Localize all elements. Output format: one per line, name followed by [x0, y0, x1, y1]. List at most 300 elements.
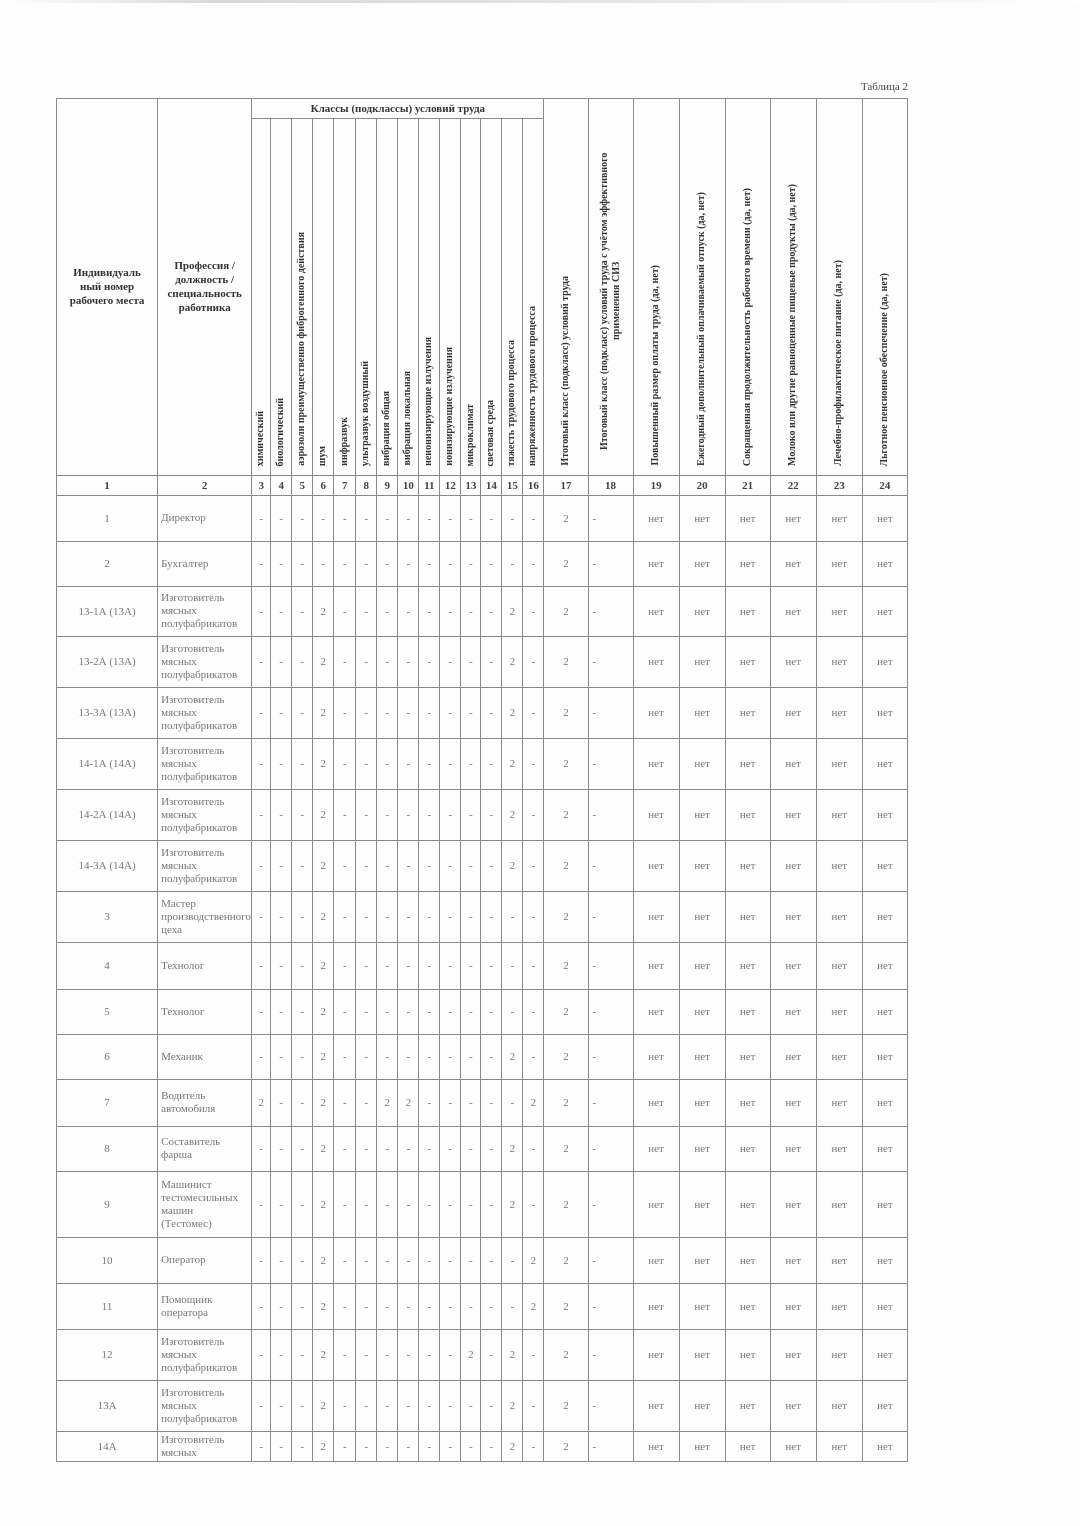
table-row — [57, 688, 908, 739]
profession-line: Водитель — [161, 1090, 206, 1102]
workplace-number: 12 — [57, 1330, 158, 1381]
column-number: 17 — [544, 476, 588, 496]
header-profession-line: должность / — [175, 274, 235, 286]
factor-class: - — [334, 1080, 356, 1127]
benefit-value: нет — [816, 790, 862, 841]
factor-class: - — [334, 542, 356, 587]
column-number: 19 — [633, 476, 679, 496]
final-class: 2 — [544, 841, 588, 892]
profession — [158, 587, 252, 637]
factor-class: - — [461, 637, 481, 688]
benefit-value: нет — [633, 1238, 679, 1284]
factor-class: - — [377, 1238, 398, 1284]
factor-class: - — [334, 688, 356, 739]
factor-class: - — [523, 587, 544, 637]
factor-class: - — [481, 1238, 502, 1284]
benefit-value: нет — [679, 990, 725, 1035]
header-factor — [481, 119, 502, 476]
benefit-value: нет — [633, 1172, 679, 1238]
table-row — [57, 1330, 908, 1381]
benefit-value: нет — [725, 637, 770, 688]
factor-class: - — [334, 637, 356, 688]
factor-class: 2 — [502, 1035, 523, 1080]
factor-class: - — [356, 1238, 377, 1284]
final-class-siz: - — [588, 496, 633, 542]
profession — [158, 637, 252, 688]
factor-class: - — [377, 587, 398, 637]
workplace-number: 6 — [57, 1035, 158, 1080]
benefit-value: нет — [725, 1432, 770, 1462]
final-class-siz: - — [588, 739, 633, 790]
factor-class: - — [523, 790, 544, 841]
factor-class: - — [481, 587, 502, 637]
final-class-siz: - — [588, 1035, 633, 1080]
factor-class: - — [292, 1080, 313, 1127]
final-class: 2 — [544, 1238, 588, 1284]
header-col19 — [633, 99, 679, 476]
table-row — [57, 790, 908, 841]
benefit-value: нет — [633, 943, 679, 990]
benefit-value: нет — [770, 1238, 816, 1284]
table-row — [57, 1127, 908, 1172]
factor-class: - — [419, 1172, 440, 1238]
factor-class: - — [252, 1432, 271, 1462]
profession-line: полуфабрикатов — [161, 872, 238, 885]
workplace-number: 13-2А (13А) — [57, 637, 158, 688]
profession-line: Изготовитель — [161, 1386, 225, 1399]
factor-class: 2 — [313, 637, 334, 688]
table-row — [57, 841, 908, 892]
factor-class: - — [440, 1080, 461, 1127]
header-workplace-number-line: ный номер — [79, 281, 135, 293]
column-number: 5 — [292, 476, 313, 496]
factor-class: - — [419, 637, 440, 688]
workplace-number: 14А — [57, 1432, 158, 1462]
factor-class: - — [252, 637, 271, 688]
factor-class: - — [440, 688, 461, 739]
benefit-value: нет — [679, 1432, 725, 1462]
header-col18 — [588, 99, 633, 476]
factor-class: - — [419, 1330, 440, 1381]
factor-class: - — [440, 943, 461, 990]
column-number: 12 — [440, 476, 461, 496]
benefit-value: нет — [770, 1284, 816, 1330]
benefit-value: нет — [725, 892, 770, 943]
column-number: 16 — [523, 476, 544, 496]
factor-class: - — [356, 1080, 377, 1127]
factor-class: - — [419, 943, 440, 990]
benefit-value: нет — [679, 496, 725, 542]
header-workplace-number-line: рабочего места — [69, 295, 145, 307]
column-number: 4 — [271, 476, 292, 496]
profession-line: (Тестомес) — [161, 1217, 212, 1230]
factor-class: - — [481, 990, 502, 1035]
factor-class: - — [398, 1330, 419, 1381]
benefit-value: нет — [679, 739, 725, 790]
benefit-value: нет — [633, 637, 679, 688]
benefit-value: нет — [679, 1080, 725, 1127]
factor-class: - — [481, 637, 502, 688]
benefit-value: нет — [862, 587, 907, 637]
header-col19-text: Повышенный размер оплаты труда (да, нет) — [650, 265, 662, 466]
factor-class: 2 — [461, 1330, 481, 1381]
header-factor — [523, 119, 544, 476]
factor-class: - — [398, 587, 419, 637]
profession-line: Изготовитель — [161, 1335, 225, 1348]
factor-class: 2 — [502, 688, 523, 739]
final-class: 2 — [544, 1035, 588, 1080]
factor-class: - — [502, 990, 523, 1035]
header-factor-text: неионизирующие излучения — [423, 337, 435, 466]
benefit-value: нет — [725, 739, 770, 790]
benefit-value: нет — [633, 587, 679, 637]
factor-class: 2 — [313, 1432, 334, 1462]
factor-class: - — [271, 1035, 292, 1080]
factor-class: - — [502, 1284, 523, 1330]
table-row — [57, 1238, 908, 1284]
table-body — [57, 496, 908, 1462]
factor-class: - — [523, 688, 544, 739]
factor-class: - — [356, 892, 377, 943]
benefit-value: нет — [770, 1080, 816, 1127]
factor-class: - — [271, 637, 292, 688]
factor-class: - — [334, 1172, 356, 1238]
benefit-value: нет — [633, 1127, 679, 1172]
factor-class: - — [461, 1080, 481, 1127]
profession — [158, 1080, 252, 1127]
final-class: 2 — [544, 892, 588, 943]
profession-line: Изготовитель — [161, 1433, 225, 1446]
workplace-number: 1 — [57, 496, 158, 542]
profession-line: мясных — [161, 1348, 197, 1361]
factor-class: - — [377, 542, 398, 587]
factor-class: - — [440, 892, 461, 943]
final-class: 2 — [544, 1172, 588, 1238]
benefit-value: нет — [816, 990, 862, 1035]
factor-class: - — [334, 587, 356, 637]
factor-class: - — [271, 841, 292, 892]
factor-class: - — [292, 1238, 313, 1284]
profession — [158, 892, 252, 943]
table-row — [57, 943, 908, 990]
benefit-value: нет — [679, 1035, 725, 1080]
table-row — [57, 1284, 908, 1330]
header-factor — [377, 119, 398, 476]
factor-class: 2 — [313, 892, 334, 943]
benefit-value: нет — [770, 637, 816, 688]
factor-class: - — [377, 841, 398, 892]
header-factor — [356, 119, 377, 476]
benefit-value: нет — [770, 1432, 816, 1462]
factor-class: - — [377, 1172, 398, 1238]
benefit-value: нет — [633, 1330, 679, 1381]
workplace-number: 4 — [57, 943, 158, 990]
column-number: 24 — [862, 476, 907, 496]
factor-class: - — [271, 1284, 292, 1330]
factor-class: - — [292, 587, 313, 637]
header-col23-text: Лечебно-профилактическое питание (да, нет) — [833, 260, 845, 466]
factor-class: - — [481, 1284, 502, 1330]
workplace-number: 14-1А (14А) — [57, 739, 158, 790]
final-class-siz: - — [588, 841, 633, 892]
factor-class: - — [334, 1035, 356, 1080]
profession-line: полуфабрикатов — [161, 1361, 238, 1374]
factor-class: - — [252, 1172, 271, 1238]
final-class: 2 — [544, 990, 588, 1035]
factor-class: - — [440, 587, 461, 637]
factor-class: - — [502, 892, 523, 943]
benefit-value: нет — [679, 841, 725, 892]
factor-class: 2 — [313, 1238, 334, 1284]
factor-class: - — [252, 790, 271, 841]
factor-class: - — [419, 841, 440, 892]
factor-class: - — [334, 1127, 356, 1172]
factor-class: 2 — [502, 1172, 523, 1238]
column-number: 21 — [725, 476, 770, 496]
benefit-value: нет — [862, 637, 907, 688]
column-number: 13 — [461, 476, 481, 496]
benefit-value: нет — [679, 1381, 725, 1432]
factor-class: - — [398, 990, 419, 1035]
factor-class: 2 — [313, 1284, 334, 1330]
factor-class: - — [419, 688, 440, 739]
profession-line: Изготовитель — [161, 744, 225, 757]
final-class-siz: - — [588, 587, 633, 637]
header-col21 — [725, 99, 770, 476]
benefit-value: нет — [725, 790, 770, 841]
workplace-number: 2 — [57, 542, 158, 587]
final-class-siz: - — [588, 1432, 633, 1462]
workplace-number: 10 — [57, 1238, 158, 1284]
factor-class: - — [523, 496, 544, 542]
factor-class: - — [334, 1238, 356, 1284]
column-number: 18 — [588, 476, 633, 496]
factor-class: - — [356, 1381, 377, 1432]
benefit-value: нет — [862, 688, 907, 739]
benefit-value: нет — [725, 542, 770, 587]
factor-class: 2 — [502, 1432, 523, 1462]
benefit-value: нет — [633, 790, 679, 841]
profession-line: автомобиля — [161, 1103, 216, 1115]
header-col23 — [816, 99, 862, 476]
benefit-value: нет — [816, 892, 862, 943]
header-factor-text: световая среда — [485, 399, 497, 466]
header-profession-line: работника — [178, 302, 231, 314]
factor-class: 2 — [313, 739, 334, 790]
final-class-siz: - — [588, 1127, 633, 1172]
benefit-value: нет — [770, 990, 816, 1035]
benefit-value: нет — [816, 1035, 862, 1080]
benefit-value: нет — [816, 1127, 862, 1172]
factor-class: - — [461, 1238, 481, 1284]
workplace-number: 3 — [57, 892, 158, 943]
final-class-siz: - — [588, 1080, 633, 1127]
factor-class: - — [440, 1238, 461, 1284]
factor-class: - — [377, 496, 398, 542]
factor-class: - — [398, 496, 419, 542]
factor-class: - — [292, 1284, 313, 1330]
final-class-siz: - — [588, 542, 633, 587]
factor-class: - — [292, 637, 313, 688]
factor-class: - — [252, 892, 271, 943]
benefit-value: нет — [816, 1381, 862, 1432]
benefit-value: нет — [816, 841, 862, 892]
benefit-value: нет — [679, 1172, 725, 1238]
final-class: 2 — [544, 1284, 588, 1330]
factor-class: - — [271, 943, 292, 990]
table-row — [57, 1432, 908, 1462]
profession — [158, 542, 252, 587]
header-factor — [502, 119, 523, 476]
final-class-siz: - — [588, 1238, 633, 1284]
header-factor — [292, 119, 313, 476]
benefit-value: нет — [862, 892, 907, 943]
header-workplace-number — [57, 99, 158, 476]
factor-class: - — [377, 790, 398, 841]
factor-class: - — [461, 688, 481, 739]
factor-class: - — [271, 739, 292, 790]
factor-class: 2 — [502, 1330, 523, 1381]
column-number: 1 — [57, 476, 158, 496]
factor-class: - — [461, 943, 481, 990]
factor-class: - — [523, 943, 544, 990]
factor-class: - — [502, 943, 523, 990]
header-factor — [313, 119, 334, 476]
benefit-value: нет — [862, 542, 907, 587]
benefit-value: нет — [633, 496, 679, 542]
table-row — [57, 1080, 908, 1127]
final-class-siz: - — [588, 943, 633, 990]
header-col21-text: Сокращенная продолжительность рабочего времени (да, нет) — [741, 187, 753, 466]
factor-class: 2 — [398, 1080, 419, 1127]
profession — [158, 1330, 252, 1381]
factor-class: - — [377, 943, 398, 990]
factor-class: - — [292, 1172, 313, 1238]
benefit-value: нет — [633, 739, 679, 790]
profession-line: Бухгалтер — [161, 557, 209, 570]
profession-line: Изготовитель — [161, 592, 225, 604]
factor-class: - — [271, 688, 292, 739]
table-row — [57, 1172, 908, 1238]
benefit-value: нет — [862, 1035, 907, 1080]
benefit-value: нет — [679, 1238, 725, 1284]
factor-class: - — [398, 1381, 419, 1432]
factor-class: - — [356, 542, 377, 587]
benefit-value: нет — [816, 1172, 862, 1238]
profession-line: мясных — [161, 757, 197, 770]
column-number: 22 — [770, 476, 816, 496]
factor-class: - — [419, 1080, 440, 1127]
header-col17 — [544, 99, 588, 476]
factor-class: - — [440, 496, 461, 542]
factor-class: 2 — [377, 1080, 398, 1127]
profession-line: Составитель — [161, 1136, 221, 1148]
factor-class: - — [461, 1284, 481, 1330]
benefit-value: нет — [725, 1172, 770, 1238]
factor-class: - — [252, 990, 271, 1035]
factor-class: - — [440, 1172, 461, 1238]
benefit-value: нет — [633, 1381, 679, 1432]
benefit-value: нет — [633, 1035, 679, 1080]
final-class: 2 — [544, 1127, 588, 1172]
final-class: 2 — [544, 1080, 588, 1127]
profession — [158, 1127, 252, 1172]
factor-class: - — [292, 892, 313, 943]
profession — [158, 990, 252, 1035]
workplace-number: 8 — [57, 1127, 158, 1172]
factor-class: - — [292, 542, 313, 587]
factor-class: - — [292, 688, 313, 739]
factor-class: - — [502, 496, 523, 542]
factor-class: - — [334, 790, 356, 841]
benefit-value: нет — [633, 892, 679, 943]
benefit-value: нет — [679, 943, 725, 990]
benefit-value: нет — [633, 1432, 679, 1462]
profession-line: Оператор — [161, 1254, 206, 1266]
profession-line: производственного — [161, 910, 251, 923]
factor-class: - — [461, 841, 481, 892]
header-factor-text: вибрация локальная — [402, 371, 414, 466]
factor-class: - — [440, 990, 461, 1035]
benefit-value: нет — [725, 1330, 770, 1381]
profession-line: Технолог — [161, 1005, 205, 1018]
benefit-value: нет — [816, 496, 862, 542]
factor-class: - — [356, 637, 377, 688]
final-class: 2 — [544, 1381, 588, 1432]
benefit-value: нет — [816, 1432, 862, 1462]
benefit-value: нет — [770, 943, 816, 990]
benefit-value: нет — [862, 943, 907, 990]
factor-class: - — [461, 1432, 481, 1462]
profession-line: Машинист — [161, 1178, 212, 1191]
factor-class: - — [252, 1330, 271, 1381]
factor-class: - — [481, 1172, 502, 1238]
factor-class: - — [523, 1330, 544, 1381]
table-row — [57, 990, 908, 1035]
profession-line: полуфабрикатов — [161, 668, 238, 681]
benefit-value: нет — [679, 688, 725, 739]
factor-class: - — [356, 1432, 377, 1462]
factor-class: - — [271, 1381, 292, 1432]
factor-class: 2 — [252, 1080, 271, 1127]
table-row — [57, 1035, 908, 1080]
benefit-value: нет — [633, 688, 679, 739]
factor-class: - — [398, 892, 419, 943]
benefit-value: нет — [633, 990, 679, 1035]
factor-class: - — [356, 587, 377, 637]
benefit-value: нет — [679, 637, 725, 688]
factor-class: - — [252, 1381, 271, 1432]
profession-line: мясных — [161, 1446, 197, 1459]
benefit-value: нет — [770, 1172, 816, 1238]
workplace-number: 7 — [57, 1080, 158, 1127]
workplace-number: 5 — [57, 990, 158, 1035]
column-number: 8 — [356, 476, 377, 496]
factor-class: 2 — [523, 1238, 544, 1284]
header-factor — [419, 119, 440, 476]
profession — [158, 1381, 252, 1432]
factor-class: 2 — [502, 739, 523, 790]
factor-class: - — [523, 739, 544, 790]
final-class-siz: - — [588, 990, 633, 1035]
final-class: 2 — [544, 688, 588, 739]
profession — [158, 496, 252, 542]
benefit-value: нет — [725, 1080, 770, 1127]
factor-class: - — [398, 637, 419, 688]
factor-class: - — [356, 1330, 377, 1381]
profession-line: мясных — [161, 808, 197, 821]
factor-class: - — [419, 1381, 440, 1432]
